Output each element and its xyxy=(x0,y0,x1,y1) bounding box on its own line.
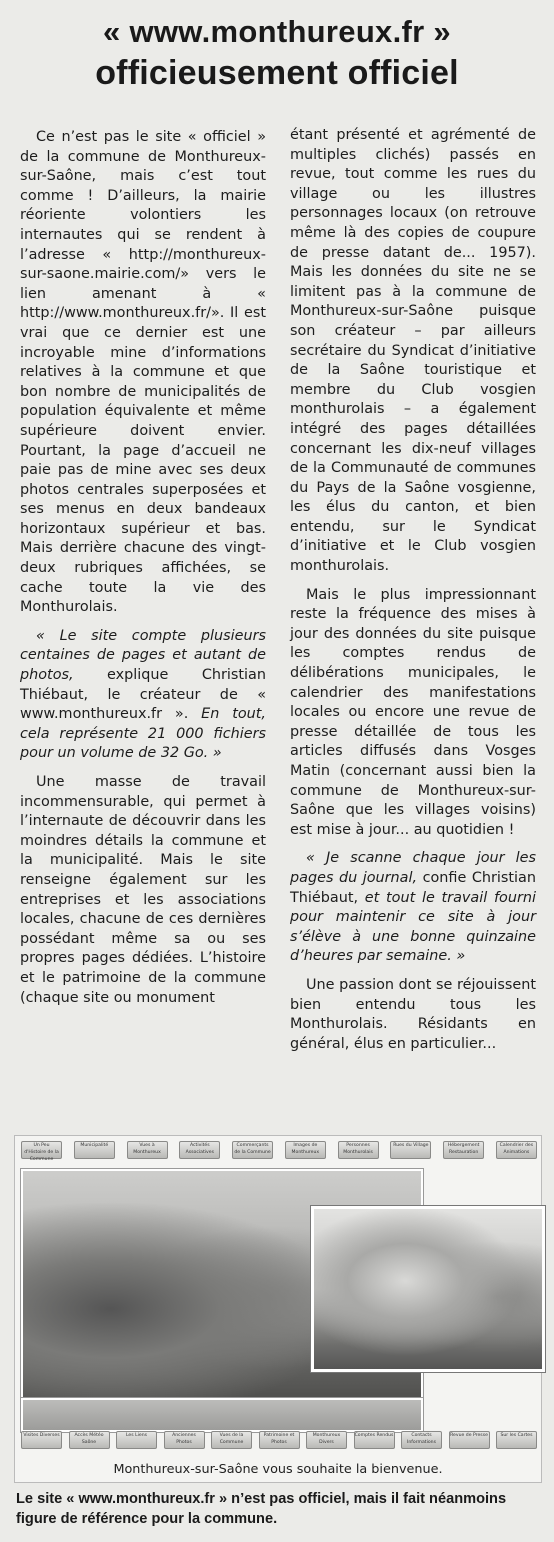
article-column-right xyxy=(290,126,536,1063)
paragraph: Une passion dont se réjouissent bien entendu tous les Monthurolais. Résidants en général, élus en particulier... xyxy=(290,976,536,1052)
nav-button: Municipalité xyxy=(74,1141,115,1159)
nav-button: Monthureux Divers xyxy=(306,1431,347,1449)
headline-line-1: « www.monthureux.fr » xyxy=(103,14,451,49)
nav-button: Activités Associatives xyxy=(179,1141,220,1159)
headline xyxy=(0,14,554,94)
paragraph: Mais le plus impressionnant reste la fréquence des mises à jour des données du site puisque les comptes rendus de délibérations municipales, le calendrier des manifestations locales ou encore une revue de presse détaillée de tous les articles diffusés dans Vosges Matin (concernant aussi bien la commune de Monthureux-sur-Saône que les villages voisins) est mise à jour... au quotidien ! xyxy=(290,586,536,838)
nav-button: Comptes Rendus xyxy=(354,1431,395,1449)
paragraph: étant présenté et agrémenté de multiples clichés) passés en revue, tout comme les rues du village ou les illustres personnages locaux (on retrouve même là des copies de coupure de presse datant de... 1957). Mais les données du site ne se limitent pas à la commune de Monthureux-sur-Saône puisque son créateur – par ailleurs secrétaire du Syndicat d’initiative de la Saône touristique et membre du Club vosgien monthurolais – a également intégré des pages détaillées concernant les dix-neuf villages de la Communauté de communes du Pays de la Saône vosgienne, les élus du canton, et bien entendu, sur le Syndicat d’initiative et le Club vosgien monthurolais. xyxy=(290,127,536,575)
nav-button: Revue de Presse xyxy=(449,1431,490,1449)
nav-button: Rues du Village xyxy=(390,1141,431,1159)
nav-button: Personnes Monthurolais xyxy=(338,1141,379,1159)
nav-button: Calendrier des Animations xyxy=(496,1141,537,1159)
nav-button: Images de Monthureux xyxy=(285,1141,326,1159)
attribution-text: explique Christian Thiébaut, le créateur de « www.monthureux.fr ». xyxy=(20,667,266,723)
website-screenshot xyxy=(14,1135,542,1483)
paragraph: Ce n’est pas le site « officiel » de la commune de Monthureux-sur-Saône, mais c’est tout comme ! D’ailleurs, la mairie réoriente volontiers les internautes qui se rendent à l’adresse « http://monthureux-sur-saone.mairie.com/» vers le lien amenant à « http://www.monthureux.fr/». Il est vrai que ce dernier est une incroyable mine d’informations relatives à la commune et que bon nombre de municipalités de population équivalente et même supérieure doivent envier. Pourtant, la page d’accueil ne paie pas de mine avec ses deux photos centrales superposées et ses menus en deux bandeaux horizontaux supérieur et bas. Mais derrière chacune des vingt-deux rubriques affichées, se cache toute la vie des Monthurolais. xyxy=(20,129,266,616)
nav-button: Vues de la Commune xyxy=(211,1431,252,1449)
nav-button: Visites Diverses xyxy=(21,1431,62,1449)
nav-button: Hébergement Restauration xyxy=(443,1141,484,1159)
nav-button: Patrimoine et Photos xyxy=(259,1431,300,1449)
paragraph xyxy=(290,849,536,967)
article-column-left xyxy=(20,128,266,1017)
photo-strip xyxy=(21,1398,423,1432)
nav-button: Accès Météo Saône xyxy=(69,1431,110,1449)
attribution-text: confie Christian Thiébaut, xyxy=(290,869,536,906)
quote-text: et tout le travail fourni pour maintenir ce site à jour s’élève à une bonne quinzaine d’heures par semaine. » xyxy=(290,889,536,965)
welcome-text: Monthureux-sur-Saône vous souhaite la bienvenue. xyxy=(113,1462,443,1477)
quote-text: « Je scanne chaque jour les pages du journal, xyxy=(290,850,536,886)
nav-button: Anciennes Photos xyxy=(164,1431,205,1449)
paragraph: Une masse de travail incommensurable, qui permet à l’internaute de découvrir dans les moindres détails la commune et la municipalité. Mais le site renseigne également sur les entreprises et les associations locales, chacune de ces dernières possédant même sa ou ses propres pages dédiées. L’histoire et le patrimoine de la commune (chaque site ou monument xyxy=(20,774,266,1006)
bottom-navigation-bar xyxy=(21,1431,537,1449)
nav-button: Sur les Cartes xyxy=(496,1431,537,1449)
nav-button: Vues à Monthureux xyxy=(127,1141,168,1159)
nav-button: Un Peu d'Histoire de la Commune xyxy=(21,1141,62,1159)
nav-button: Les Liens xyxy=(116,1431,157,1449)
headline-line-2: officieusement officiel xyxy=(95,54,459,92)
orchard-photo-small xyxy=(311,1206,545,1372)
nav-button: Contacts Informations xyxy=(401,1431,442,1449)
paragraph xyxy=(20,627,266,764)
quote-text: En tout, cela représente 21 000 fichiers pour un volume de 32 Go. » xyxy=(20,706,266,762)
nav-button: Commerçants de la Commune xyxy=(232,1141,273,1159)
quote-text: « Le site compte plusieurs centaines de pages et autant de photos, xyxy=(20,627,266,684)
top-navigation-bar xyxy=(21,1141,537,1162)
photo-caption: Le site « www.monthureux.fr » n’est pas officiel, mais il fait néanmoins figure de référence pour la commune. xyxy=(16,1491,507,1527)
